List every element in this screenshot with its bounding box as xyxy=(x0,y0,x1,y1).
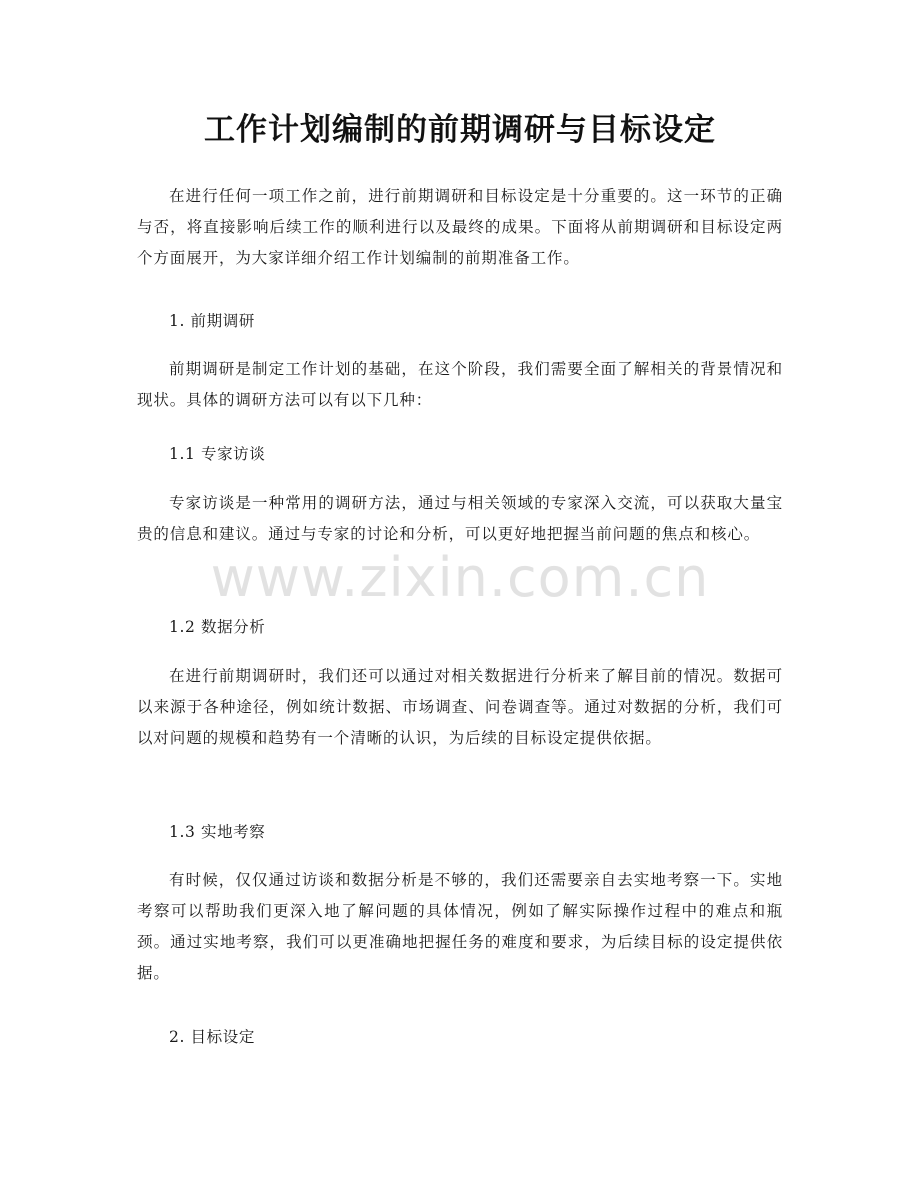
section-heading-goal-setting: 2. 目标设定 xyxy=(169,1028,255,1046)
section-heading-research: 1. 前期调研 xyxy=(169,312,255,330)
section-heading-site-survey: 1.3 实地考察 xyxy=(169,823,266,841)
section-heading-data-analysis: 1.2 数据分析 xyxy=(169,618,266,636)
section-paragraph-data-analysis: 在进行前期调研时，我们还可以通过对相关数据进行分析来了解目前的情况。数据可以来源于各种途径，例如统计数据、市场调查、问卷调查等。通过对数据的分析，我们可以对问题的规模和趋势有一个清晰的认识，为后续的目标设定提供依据。 xyxy=(137,667,783,747)
watermark: www.zixin.com.cn xyxy=(210,546,710,609)
section-paragraph-research: 前期调研是制定工作计划的基础，在这个阶段，我们需要全面了解相关的背景情况和现状。具体的调研方法可以有以下几种： xyxy=(137,360,783,409)
section-heading-expert-interview: 1.1 专家访谈 xyxy=(169,445,266,463)
section-paragraph-expert-interview: 专家访谈是一种常用的调研方法，通过与相关领域的专家深入交流，可以获取大量宝贵的信息和建议。通过与专家的讨论和分析，可以更好地把握当前问题的焦点和核心。 xyxy=(137,494,783,543)
document-title: 工作计划编制的前期调研与目标设定 xyxy=(204,112,716,148)
section-paragraph-site-survey: 有时候，仅仅通过访谈和数据分析是不够的，我们还需要亲自去实地考察一下。实地考察可以帮助我们更深入地了解问题的具体情况，例如了解实际操作过程中的难点和瓶颈。通过实地考察，我们可以更准确地把握任务的难度和要求，为后续目标的设定提供依据。 xyxy=(137,871,783,982)
intro-paragraph: 在进行任何一项工作之前，进行前期调研和目标设定是十分重要的。这一环节的正确与否，将直接影响后续工作的顺利进行以及最终的成果。下面将从前期调研和目标设定两个方面展开，为大家详细介绍工作计划编制的前期准备工作。 xyxy=(137,187,783,267)
